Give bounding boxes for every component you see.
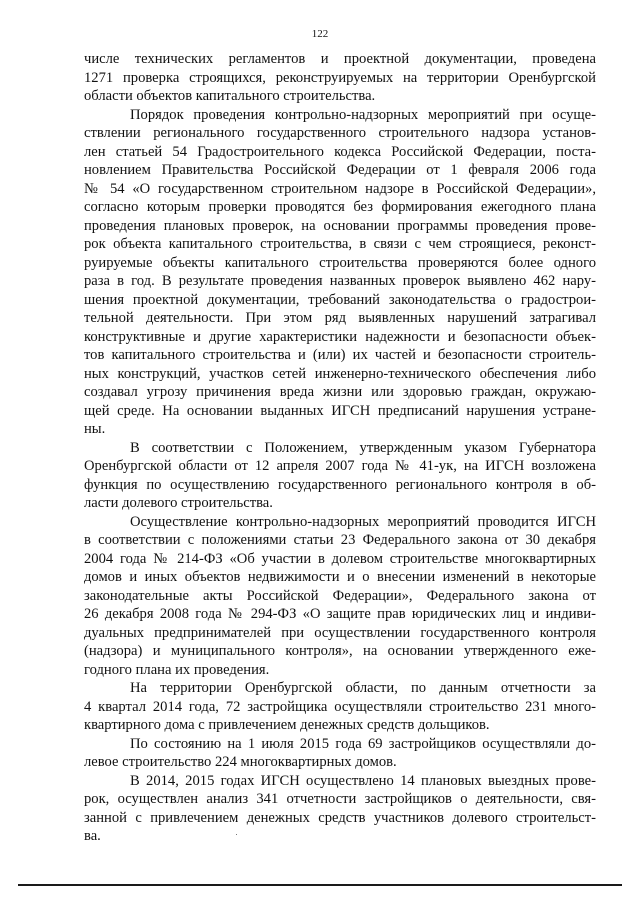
text-line: На территории Оренбургской области, по данным отчетности за [130, 680, 596, 696]
text-line: новлением Правительства Российской Федерации от 1 февраля 2006 года [84, 162, 596, 178]
text-line: квартирного дома с привлечением денежных средств дольщиков. [84, 717, 490, 733]
text-line: годного плана их проведения. [84, 661, 270, 678]
text-line: домов и иных объектов недвижимости и о внесении изменений в некоторые [84, 569, 596, 585]
text-line: лен статьей 54 Градостроительного кодекса Российской Федерации, поста- [84, 143, 596, 160]
text-line: функция по осуществлению государственного регионального контроля в об- [84, 476, 596, 493]
text-line: проведения плановых проверок, на основании программы проведения прове- [84, 217, 596, 234]
text-line: В 2014, 2015 годах ИГСН осуществлено 14 плановых выездных прове- [130, 772, 596, 789]
text-line: ствлении регионального государственного строительного надзора установ- [84, 125, 596, 141]
text-line: раза в год. В результате проведения названных проверок выявлено 462 нару- [84, 273, 596, 289]
text-line: рок, осуществлен анализ 341 отчетности застройщиков о деятельности, свя- [84, 791, 596, 807]
paragraph [84, 106, 596, 439]
text-line: ны. [84, 421, 106, 437]
paragraph [84, 513, 596, 680]
text-line: № 54 «О государственном строительном надзоре в Российской Федерации», [84, 180, 596, 197]
text-line: тельной деятельности. При этом ряд выявленных нарушений затрагивал [84, 310, 596, 326]
text-line: В соответствии с Положением, утвержденным указом Губернатора [130, 439, 596, 456]
paragraph [84, 772, 596, 846]
text-line: конструктивные и другие характеристики надежности и безопасности объек- [84, 328, 596, 345]
text-line: дуальных предпринимателей при осуществлении государственного контроля [84, 624, 596, 641]
text-line: 26 декабря 2008 года № 294-ФЗ «О защите прав юридических лиц и индиви- [84, 606, 596, 622]
scan-speck [236, 834, 237, 835]
text-line: (надзора) и муниципального контроля», на основании утвержденного еже- [84, 643, 596, 659]
text-line: области объектов капитального строительства. [84, 88, 376, 104]
text-line: ласти долевого строительства. [84, 495, 273, 511]
text-line: ных конструкций, участков сетей инженерно-технического обеспечения либо [84, 365, 596, 382]
document-body [84, 50, 596, 846]
text-line: 1271 проверка строящихся, реконструируемых на территории Оренбургской [84, 69, 596, 86]
text-line: Порядок проведения контрольно-надзорных мероприятий при осуще- [130, 106, 596, 123]
text-line: тов капитального строительства и (или) их частей и безопасности строитель- [84, 347, 596, 363]
text-line: шения проектной документации, требований законодательства о градострои- [84, 291, 596, 308]
bottom-rule [18, 884, 622, 886]
text-line: По состоянию на 1 июля 2015 года 69 застройщиков осуществляли до- [130, 735, 596, 752]
text-line: рок объекта капитального строительства, в связи с чем строящиеся, реконст- [84, 236, 596, 252]
text-line: Осуществление контрольно-надзорных мероприятий проводится ИГСН [130, 513, 596, 530]
text-line: руируемые объекты капитального строительства проверяются более одного [84, 254, 596, 271]
paragraph [84, 679, 596, 735]
text-line: 2004 года № 214-ФЗ «Об участии в долевом строительстве многоквартирных [84, 550, 596, 567]
paragraph [84, 735, 596, 772]
paragraph [84, 50, 596, 106]
text-line: числе технических регламентов и проектной документации, проведена [84, 51, 596, 67]
text-line: ва. [84, 828, 101, 844]
text-line: 4 квартал 2014 года, 72 застройщика осуществляли строительство 231 много- [84, 698, 596, 715]
text-line: создавал угрозу причинения вреда жизни или здоровью граждан, окружаю- [84, 384, 596, 400]
text-line: левое строительство 224 многоквартирных домов. [84, 754, 397, 770]
text-line: в соответствии с положениями статьи 23 Федерального закона от 30 декабря [84, 532, 596, 548]
text-line: щей среде. На основании выданных ИГСН предписаний нарушения устране- [84, 402, 596, 419]
paragraph [84, 439, 596, 513]
text-line: законодательные акты Российской Федерации», Федерального закона от [84, 587, 596, 604]
text-line: согласно которым проверки проводятся без формирования ежегодного плана [84, 199, 596, 215]
page-number: 122 [311, 28, 329, 40]
text-line: Оренбургской области от 12 апреля 2007 года № 41-ук, на ИГСН возложена [84, 458, 596, 474]
text-line: занной с привлечением денежных средств участников долевого строительст- [84, 809, 596, 826]
